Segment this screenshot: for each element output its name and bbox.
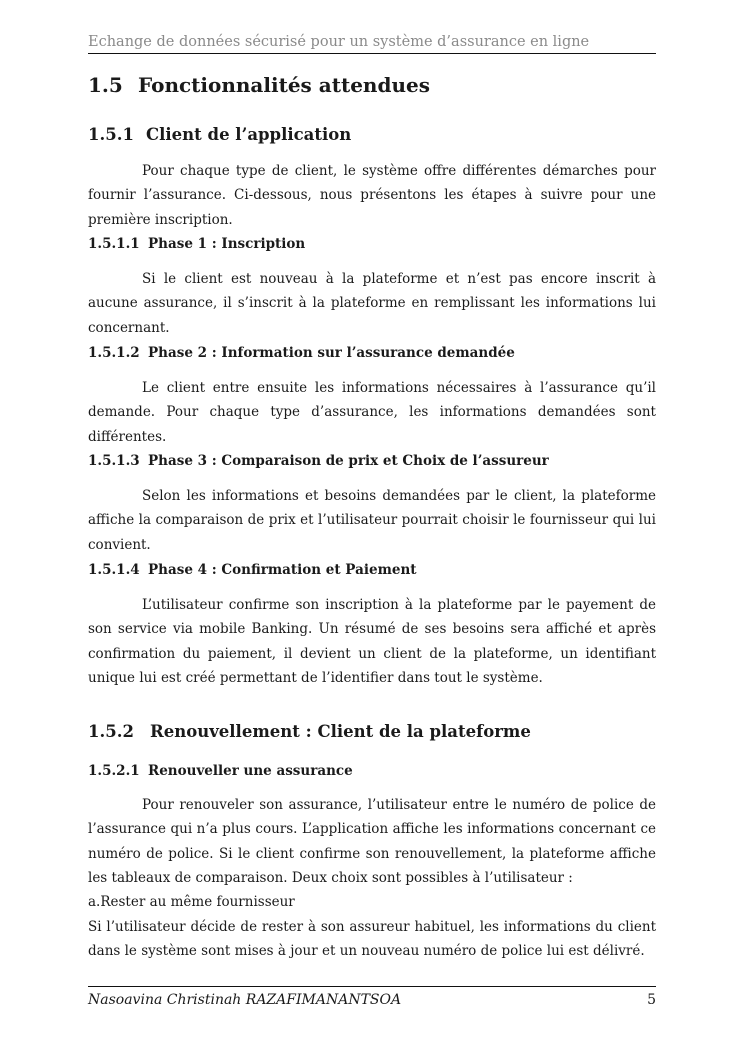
- page-number: 5: [647, 992, 656, 1008]
- option-a-label: a.Rester au même fournisseur: [88, 894, 295, 910]
- item-number: 1.5.2.1: [88, 763, 140, 779]
- phase-heading-4: [88, 561, 417, 579]
- renewal-item-heading: [88, 762, 353, 780]
- phase-number: 1.5.1.1: [88, 236, 140, 252]
- phase-paragraph-4: L’utilisateur confirme son inscription à la plateforme par le payement de son service via mobile Banking. Un résumé de ses besoins sera affiché et après confirmation du paiement, il devient un client de la plateforme, un identifiant unique lui est créé permettant de l’identifier dans tout le système.: [88, 597, 656, 687]
- option-a-paragraph: Si l’utilisateur décide de rester à son assureur habituel, les informations du client dans le système sont mises à jour et un nouveau numéro de police lui est délivré.: [88, 919, 656, 960]
- subsection-number: 1.5.2: [88, 722, 134, 741]
- subsection-number: 1.5.1: [88, 125, 134, 144]
- phase-heading-1: [88, 235, 305, 253]
- section-title: Fonctionnalités attendues: [138, 73, 430, 97]
- section-heading: [88, 72, 430, 98]
- subsection-title: Renouvellement : Client de la plateforme: [150, 722, 531, 741]
- footer-author: Nasoavina Christinah RAZAFIMANANTSOA: [88, 992, 402, 1008]
- phase-number: 1.5.1.3: [88, 453, 140, 469]
- phase-title: Phase 1 : Inscription: [148, 236, 306, 252]
- subsection-title: Client de l’application: [146, 125, 352, 144]
- item-title: Renouveller une assurance: [148, 763, 353, 779]
- footer-rule: [88, 986, 656, 987]
- phase-title: Phase 4 : Confirmation et Paiement: [148, 562, 417, 578]
- phase-paragraph-2: Le client entre ensuite les informations nécessaires à l’assurance qu’il demande. Pour chaque type d’assurance, les informations demandées sont différentes.: [88, 380, 656, 445]
- running-header: Echange de données sécurisé pour un système d’assurance en ligne: [88, 33, 656, 54]
- subsection-heading-client: [88, 124, 351, 146]
- subsection-heading-renewal: [88, 721, 531, 743]
- phase-heading-3: [88, 452, 549, 470]
- phase-paragraph-1: Si le client est nouveau à la plateforme et n’est pas encore inscrit à aucune assurance, il s’inscrit à la plateforme en remplissant les informations lui concernant.: [88, 271, 656, 336]
- renewal-paragraph: Pour renouveler son assurance, l’utilisateur entre le numéro de police de l’assurance qui n’a plus cours. L’application affiche les informations concernant ce numéro de police. Si le client confirme son renouvellement, la plateforme affiche les tableaux de comparaison. Deux choix sont possibles à l’utilisateur :: [88, 797, 656, 887]
- phase-heading-2: [88, 344, 515, 362]
- phase-paragraph-3: Selon les informations et besoins demandées par le client, la plateforme affiche la comparaison de prix et l’utilisateur pourrait choisir le fournisseur qui lui convient.: [88, 488, 656, 553]
- section-number: 1.5: [88, 73, 123, 97]
- intro-paragraph: Pour chaque type de client, le système offre différentes démarches pour fournir l’assurance. Ci-dessous, nous présentons les étapes à suivre pour une première inscription.: [88, 163, 656, 228]
- phase-number: 1.5.1.2: [88, 345, 140, 361]
- phase-number: 1.5.1.4: [88, 562, 140, 578]
- phase-title: Phase 2 : Information sur l’assurance demandée: [148, 345, 515, 361]
- phase-title: Phase 3 : Comparaison de prix et Choix de l’assureur: [148, 453, 549, 469]
